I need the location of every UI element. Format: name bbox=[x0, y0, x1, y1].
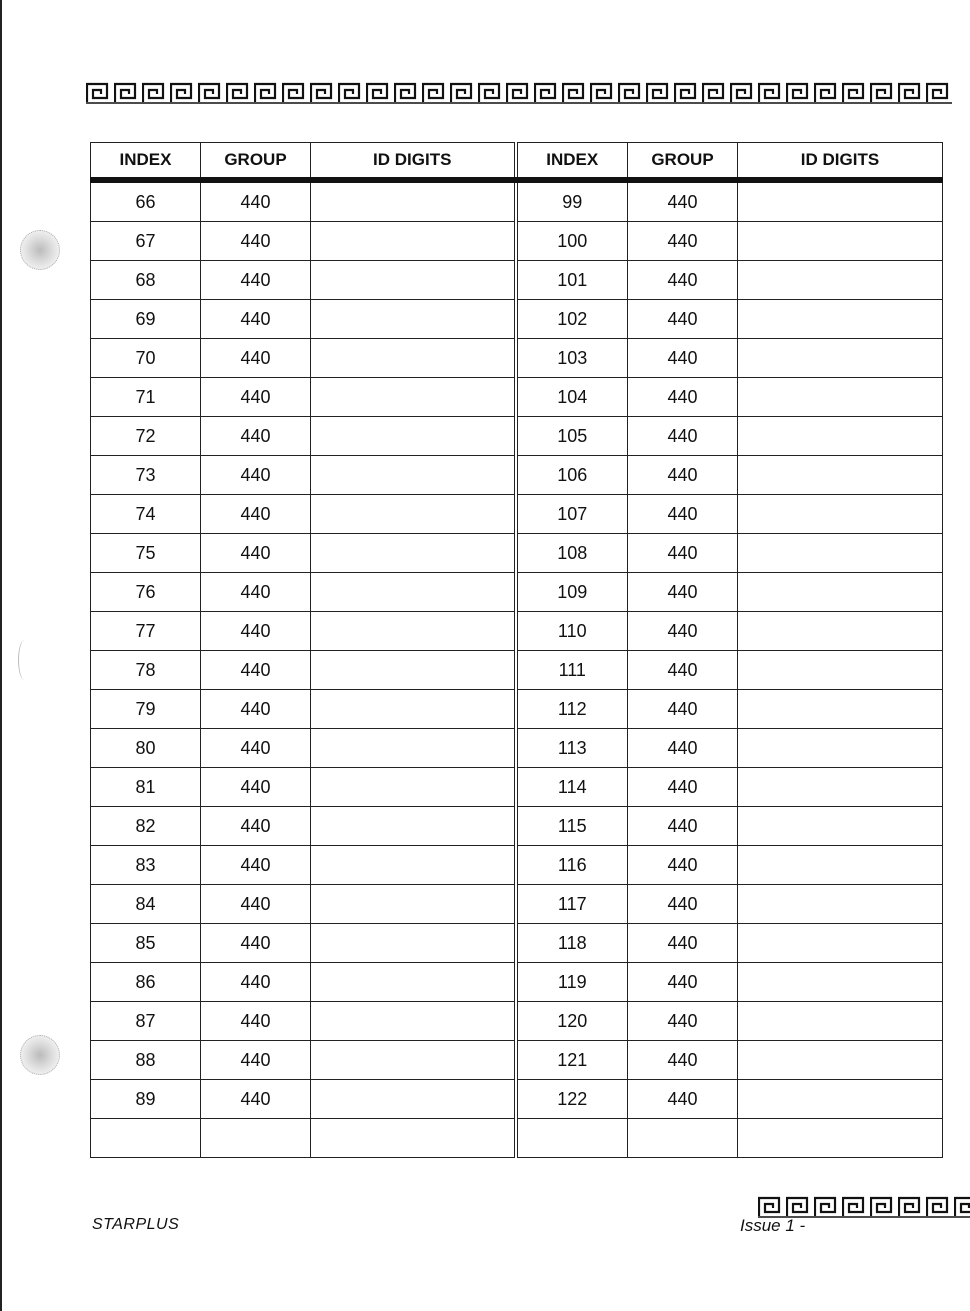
id-digits-cell[interactable] bbox=[311, 1002, 516, 1041]
index-cell: 110 bbox=[516, 612, 628, 651]
group-cell: 440 bbox=[628, 1002, 738, 1041]
table-row bbox=[91, 573, 943, 612]
group-cell: 440 bbox=[628, 1041, 738, 1080]
group-cell: 440 bbox=[201, 1041, 311, 1080]
index-cell: 120 bbox=[516, 1002, 628, 1041]
index-cell: 100 bbox=[516, 222, 628, 261]
group-cell: 440 bbox=[628, 261, 738, 300]
group-cell: 440 bbox=[201, 222, 311, 261]
index-cell: 77 bbox=[91, 612, 201, 651]
index-cell: 76 bbox=[91, 573, 201, 612]
id-digits-cell[interactable] bbox=[311, 534, 516, 573]
id-digits-cell[interactable] bbox=[311, 729, 516, 768]
group-cell: 440 bbox=[201, 261, 311, 300]
index-cell: 87 bbox=[91, 1002, 201, 1041]
id-digits-cell[interactable] bbox=[311, 690, 516, 729]
table-row bbox=[91, 651, 943, 690]
id-digits-cell[interactable] bbox=[311, 768, 516, 807]
table-row bbox=[91, 768, 943, 807]
index-cell: 108 bbox=[516, 534, 628, 573]
id-digits-cell[interactable] bbox=[738, 456, 943, 495]
id-digits-cell[interactable] bbox=[311, 924, 516, 963]
id-digits-cell[interactable] bbox=[738, 807, 943, 846]
index-cell bbox=[91, 1119, 201, 1158]
index-cell: 115 bbox=[516, 807, 628, 846]
index-cell: 79 bbox=[91, 690, 201, 729]
group-cell: 440 bbox=[201, 651, 311, 690]
group-cell: 440 bbox=[628, 612, 738, 651]
table-row bbox=[91, 300, 943, 339]
id-digits-cell[interactable] bbox=[738, 261, 943, 300]
header-group: GROUP bbox=[201, 143, 311, 181]
index-cell: 119 bbox=[516, 963, 628, 1002]
footer-product-name: STARPLUS bbox=[92, 1216, 180, 1233]
id-digits-cell[interactable] bbox=[311, 339, 516, 378]
group-cell: 440 bbox=[628, 456, 738, 495]
id-digits-cell[interactable] bbox=[311, 846, 516, 885]
index-cell: 101 bbox=[516, 261, 628, 300]
index-cell: 105 bbox=[516, 417, 628, 456]
id-digits-cell[interactable] bbox=[738, 180, 943, 222]
table-row bbox=[91, 1002, 943, 1041]
index-cell: 113 bbox=[516, 729, 628, 768]
id-digits-cell[interactable] bbox=[311, 1041, 516, 1080]
index-cell: 67 bbox=[91, 222, 201, 261]
id-digits-cell[interactable] bbox=[311, 963, 516, 1002]
group-cell: 440 bbox=[628, 651, 738, 690]
index-cell: 117 bbox=[516, 885, 628, 924]
id-digits-cell[interactable] bbox=[738, 339, 943, 378]
id-digits-cell[interactable] bbox=[738, 612, 943, 651]
id-digits-cell[interactable] bbox=[738, 1002, 943, 1041]
id-digits-cell[interactable] bbox=[311, 612, 516, 651]
index-cell: 106 bbox=[516, 456, 628, 495]
group-cell: 440 bbox=[201, 573, 311, 612]
index-cell: 109 bbox=[516, 573, 628, 612]
group-cell: 440 bbox=[201, 417, 311, 456]
group-cell: 440 bbox=[201, 924, 311, 963]
id-digits-cell[interactable] bbox=[738, 378, 943, 417]
group-cell: 440 bbox=[201, 1002, 311, 1041]
group-cell: 440 bbox=[201, 612, 311, 651]
table-row bbox=[91, 1041, 943, 1080]
index-cell: 70 bbox=[91, 339, 201, 378]
group-cell: 440 bbox=[201, 378, 311, 417]
id-digits-cell[interactable] bbox=[738, 417, 943, 456]
table-row bbox=[91, 1119, 943, 1158]
group-cell: 440 bbox=[628, 417, 738, 456]
group-cell: 440 bbox=[201, 339, 311, 378]
group-cell bbox=[628, 1119, 738, 1158]
group-cell: 440 bbox=[628, 573, 738, 612]
id-digits-cell[interactable] bbox=[311, 456, 516, 495]
id-digits-cell[interactable] bbox=[738, 885, 943, 924]
index-cell: 81 bbox=[91, 768, 201, 807]
id-digits-cell[interactable] bbox=[311, 573, 516, 612]
id-digits-cell[interactable] bbox=[738, 924, 943, 963]
group-cell: 440 bbox=[628, 534, 738, 573]
id-digits-cell[interactable] bbox=[738, 1119, 943, 1158]
table-row bbox=[91, 729, 943, 768]
index-cell: 122 bbox=[516, 1080, 628, 1119]
index-cell: 99 bbox=[516, 180, 628, 222]
table-row bbox=[91, 846, 943, 885]
table-row bbox=[91, 378, 943, 417]
group-cell: 440 bbox=[201, 300, 311, 339]
group-cell: 440 bbox=[628, 768, 738, 807]
table-row bbox=[91, 807, 943, 846]
id-digits-cell[interactable] bbox=[311, 1080, 516, 1119]
id-digits-cell[interactable] bbox=[738, 573, 943, 612]
index-cell: 114 bbox=[516, 768, 628, 807]
group-cell: 440 bbox=[201, 729, 311, 768]
table-header-row bbox=[91, 143, 943, 181]
id-digits-cell[interactable] bbox=[311, 261, 516, 300]
table-row bbox=[91, 261, 943, 300]
group-cell: 440 bbox=[201, 885, 311, 924]
index-cell: 69 bbox=[91, 300, 201, 339]
table-row bbox=[91, 924, 943, 963]
index-cell: 89 bbox=[91, 1080, 201, 1119]
id-digits-cell[interactable] bbox=[311, 807, 516, 846]
index-cell: 104 bbox=[516, 378, 628, 417]
group-cell: 440 bbox=[628, 963, 738, 1002]
greek-key-border-top bbox=[86, 82, 952, 104]
index-cell: 88 bbox=[91, 1041, 201, 1080]
header-index: INDEX bbox=[91, 143, 201, 181]
group-cell: 440 bbox=[628, 690, 738, 729]
group-cell: 440 bbox=[628, 222, 738, 261]
index-cell: 72 bbox=[91, 417, 201, 456]
index-cell: 85 bbox=[91, 924, 201, 963]
binder-hole-icon bbox=[20, 230, 60, 270]
id-digits-cell[interactable] bbox=[738, 690, 943, 729]
table-row bbox=[91, 339, 943, 378]
scan-mark bbox=[18, 640, 31, 680]
index-cell: 66 bbox=[91, 180, 201, 222]
id-digits-cell[interactable] bbox=[738, 768, 943, 807]
id-digits-cell[interactable] bbox=[311, 180, 516, 222]
group-cell: 440 bbox=[201, 807, 311, 846]
id-digits-cell[interactable] bbox=[311, 495, 516, 534]
table-row bbox=[91, 885, 943, 924]
binder-hole-icon bbox=[20, 1035, 60, 1075]
id-digits-table bbox=[90, 142, 943, 1158]
group-cell: 440 bbox=[201, 456, 311, 495]
table-row bbox=[91, 612, 943, 651]
header-id-digits: ID DIGITS bbox=[311, 143, 516, 181]
index-cell: 75 bbox=[91, 534, 201, 573]
index-cell bbox=[516, 1119, 628, 1158]
index-cell: 111 bbox=[516, 651, 628, 690]
index-cell: 71 bbox=[91, 378, 201, 417]
group-cell: 440 bbox=[628, 300, 738, 339]
group-cell: 440 bbox=[628, 378, 738, 417]
header-id-digits: ID DIGITS bbox=[738, 143, 943, 181]
id-digits-cell[interactable] bbox=[311, 885, 516, 924]
table-row bbox=[91, 456, 943, 495]
id-digits-cell[interactable] bbox=[311, 417, 516, 456]
table-row bbox=[91, 495, 943, 534]
table-row bbox=[91, 1080, 943, 1119]
group-cell: 440 bbox=[201, 963, 311, 1002]
id-digits-cell[interactable] bbox=[311, 651, 516, 690]
index-cell: 118 bbox=[516, 924, 628, 963]
index-cell: 83 bbox=[91, 846, 201, 885]
table-row bbox=[91, 417, 943, 456]
id-digits-cell[interactable] bbox=[738, 651, 943, 690]
group-cell: 440 bbox=[201, 534, 311, 573]
footer-issue: Issue 1 - bbox=[740, 1216, 806, 1235]
id-digits-cell[interactable] bbox=[738, 846, 943, 885]
group-cell: 440 bbox=[628, 1080, 738, 1119]
group-cell: 440 bbox=[201, 1080, 311, 1119]
index-cell: 121 bbox=[516, 1041, 628, 1080]
group-cell: 440 bbox=[628, 807, 738, 846]
index-cell: 84 bbox=[91, 885, 201, 924]
index-cell: 74 bbox=[91, 495, 201, 534]
table-row bbox=[91, 222, 943, 261]
table-row bbox=[91, 690, 943, 729]
header-index: INDEX bbox=[516, 143, 628, 181]
group-cell: 440 bbox=[628, 846, 738, 885]
id-digits-cell[interactable] bbox=[738, 963, 943, 1002]
index-cell: 78 bbox=[91, 651, 201, 690]
id-digits-cell[interactable] bbox=[738, 729, 943, 768]
id-digits-cell[interactable] bbox=[738, 300, 943, 339]
group-cell: 440 bbox=[201, 768, 311, 807]
index-cell: 82 bbox=[91, 807, 201, 846]
group-cell: 440 bbox=[628, 885, 738, 924]
table-row bbox=[91, 534, 943, 573]
greek-key-border-bottom bbox=[758, 1196, 970, 1218]
id-digits-cell[interactable] bbox=[311, 222, 516, 261]
group-cell: 440 bbox=[628, 495, 738, 534]
id-digits-cell[interactable] bbox=[738, 534, 943, 573]
table-row bbox=[91, 180, 943, 222]
index-cell: 68 bbox=[91, 261, 201, 300]
group-cell: 440 bbox=[201, 846, 311, 885]
group-cell: 440 bbox=[628, 924, 738, 963]
id-digits-cell[interactable] bbox=[311, 378, 516, 417]
id-digits-cell[interactable] bbox=[311, 300, 516, 339]
group-cell: 440 bbox=[628, 180, 738, 222]
index-cell: 107 bbox=[516, 495, 628, 534]
group-cell bbox=[201, 1119, 311, 1158]
index-cell: 102 bbox=[516, 300, 628, 339]
group-cell: 440 bbox=[628, 729, 738, 768]
index-cell: 73 bbox=[91, 456, 201, 495]
id-digits-cell[interactable] bbox=[311, 1119, 516, 1158]
index-cell: 103 bbox=[516, 339, 628, 378]
group-cell: 440 bbox=[201, 495, 311, 534]
id-digits-cell[interactable] bbox=[738, 1080, 943, 1119]
group-cell: 440 bbox=[201, 690, 311, 729]
id-digits-cell[interactable] bbox=[738, 1041, 943, 1080]
id-digits-cell[interactable] bbox=[738, 222, 943, 261]
group-cell: 440 bbox=[201, 180, 311, 222]
index-cell: 116 bbox=[516, 846, 628, 885]
header-group: GROUP bbox=[628, 143, 738, 181]
id-digits-cell[interactable] bbox=[738, 495, 943, 534]
index-cell: 86 bbox=[91, 963, 201, 1002]
table-row bbox=[91, 963, 943, 1002]
index-cell: 80 bbox=[91, 729, 201, 768]
group-cell: 440 bbox=[628, 339, 738, 378]
index-cell: 112 bbox=[516, 690, 628, 729]
page-edge bbox=[0, 0, 2, 1311]
